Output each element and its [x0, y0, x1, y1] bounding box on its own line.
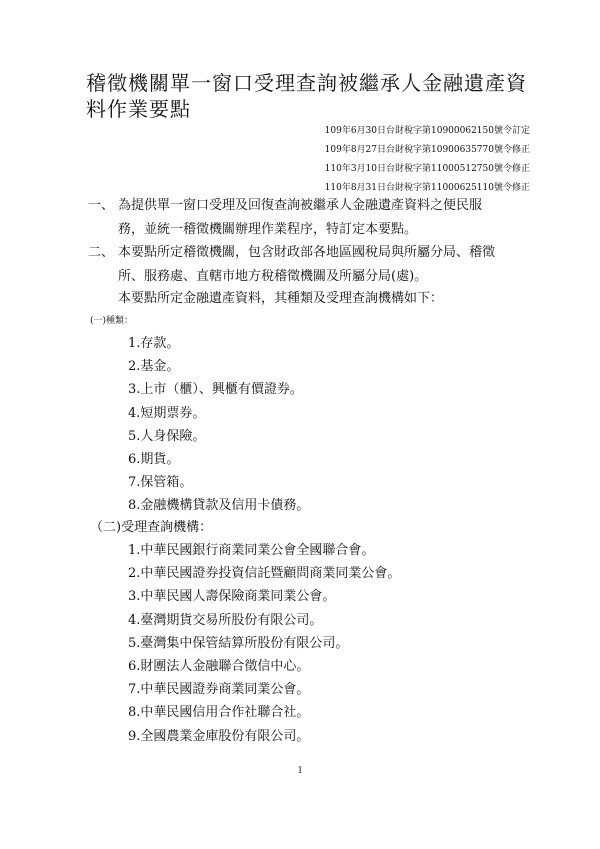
section-text: 為提供單一窗口受理及回復查詢被繼承人金融遺產資料之便民服	[118, 198, 483, 213]
section-number: 一、	[88, 198, 115, 213]
list-item: 9.全國農業金庫股份有限公司。	[128, 728, 310, 744]
section-text-continued: 所、服務處、直轄市地方稅稽徵機關及所屬分局(處)。	[118, 269, 428, 284]
list-item: 4.臺灣期貨交易所股份有限公司。	[128, 612, 323, 628]
list-item: 7.中華民國證券商業同業公會。	[128, 682, 310, 698]
list-item: 2.基金。	[128, 359, 180, 375]
amendment-line: 110年3月10日台財稅字第11000512750號令修正	[324, 164, 530, 174]
section-1	[88, 194, 538, 242]
amendment-history	[325, 122, 530, 198]
list-item: 2.中華民國證券投資信託暨顧問商業同業公會。	[128, 566, 401, 582]
section-text: 本要點所定稽徵機關，包含財政部各地區國稅局與所屬分局、稽徵	[118, 245, 496, 260]
list-item: 5.人身保險。	[128, 428, 206, 444]
list-item: 5.臺灣集中保管結算所股份有限公司。	[128, 635, 349, 651]
list-item: 1.中華民國銀行商業同業公會全國聯合會。	[128, 543, 375, 558]
list-item: 8.中華民國信用合作社聯合社。	[128, 705, 310, 721]
agencies-heading: （二)受理查詢機構：	[90, 520, 213, 535]
amendment-line: 109年6月30日台財稅字第10900062150號令訂定	[324, 126, 530, 136]
section-2-intro: 本要點所定金融遺產資料，其種類及受理查詢機構如下：	[118, 291, 444, 306]
list-item: 8.金融機構貸款及信用卡債務。	[128, 498, 310, 514]
list-item: 4.短期票券。	[128, 405, 206, 421]
section-text-continued: 務，並統一稽徵機關辦理作業程序，特訂定本要點。	[118, 222, 418, 237]
list-item: 6.期貨。	[128, 451, 180, 467]
list-item: 7.保管箱。	[128, 475, 193, 491]
section-number: 二、	[88, 245, 115, 260]
page-number: 1	[297, 765, 303, 776]
list-item: 3.中華民國人壽保險商業同業公會。	[128, 589, 336, 605]
types-list	[128, 332, 309, 518]
amendment-line: 110年8月31日台財稅字第11000625110號令修正	[324, 183, 530, 193]
agencies-list	[128, 539, 400, 748]
types-heading: (一)種類：	[90, 316, 134, 326]
amendment-line: 109年8月27日台財稅字第10900635770號令修正	[324, 145, 530, 155]
list-item: 6.財團法人金融聯合徵信中心。	[128, 658, 310, 674]
document-title: 稽徵機關單一窗口受理查詢被繼承人金融遺產資料作業要點	[86, 71, 527, 121]
list-item: 1.存款。	[128, 336, 180, 351]
list-item: 3.上市（櫃）、興櫃有價證券。	[128, 382, 303, 398]
section-2	[88, 241, 538, 289]
